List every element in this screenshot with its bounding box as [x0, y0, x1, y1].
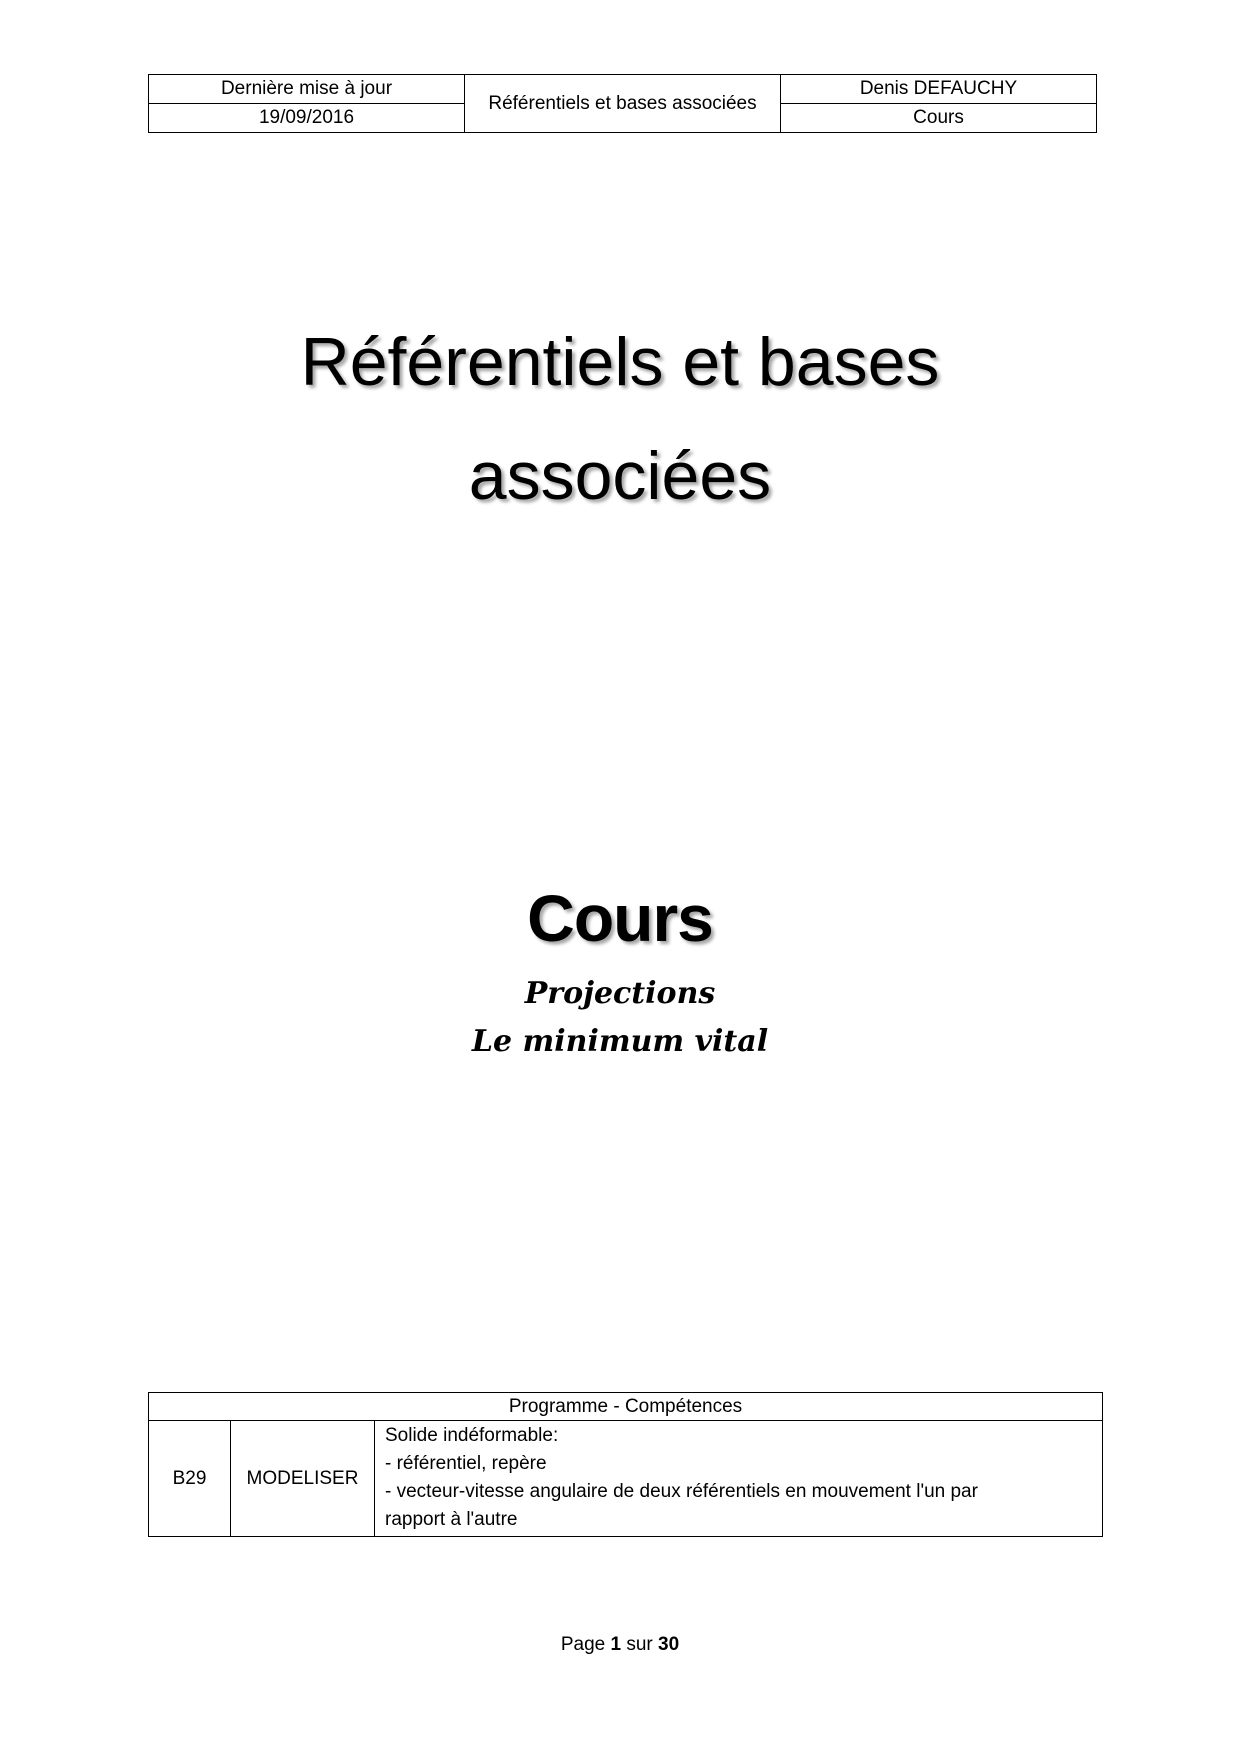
- document-title-line2: associées: [468, 438, 772, 514]
- header-author: Denis DEFAUCHY: [781, 75, 1097, 104]
- competences-header: Programme - Compétences: [149, 1393, 1103, 1421]
- last-update-label: Dernière mise à jour: [149, 75, 465, 104]
- competence-description-line: rapport à l'autre: [385, 1509, 518, 1530]
- cours-subtitle-projections: Projections: [524, 976, 716, 1011]
- page-total: 30: [658, 1634, 680, 1655]
- competence-code: B29: [149, 1421, 231, 1537]
- document-title-line1: Référentiels et bases: [300, 324, 940, 400]
- document-title: [0, 305, 1240, 533]
- page-current: 1: [610, 1634, 622, 1655]
- table-row: [149, 1421, 1103, 1537]
- competence-description-line: - vecteur-vitesse angulaire de deux référentiels en mouvement l'un par: [385, 1481, 978, 1502]
- cours-subtitle-minimum-vital: Le minimum vital: [471, 1024, 769, 1059]
- header-subject: Référentiels et bases associées: [465, 75, 781, 133]
- page-prefix: Page: [560, 1634, 606, 1655]
- cours-heading: Cours: [527, 881, 713, 955]
- document-header-table: [148, 74, 1097, 133]
- page-footer: [0, 1632, 1240, 1658]
- competence-description-line: - référentiel, repère: [385, 1453, 547, 1474]
- competence-verb: MODELISER: [231, 1421, 375, 1537]
- page-middle: sur: [626, 1634, 653, 1655]
- competence-description-line: Solide indéformable:: [385, 1425, 559, 1446]
- competences-table: [148, 1392, 1103, 1537]
- header-doc-type: Cours: [781, 104, 1097, 133]
- competence-description: [375, 1421, 1103, 1537]
- last-update-date: 19/09/2016: [149, 104, 465, 133]
